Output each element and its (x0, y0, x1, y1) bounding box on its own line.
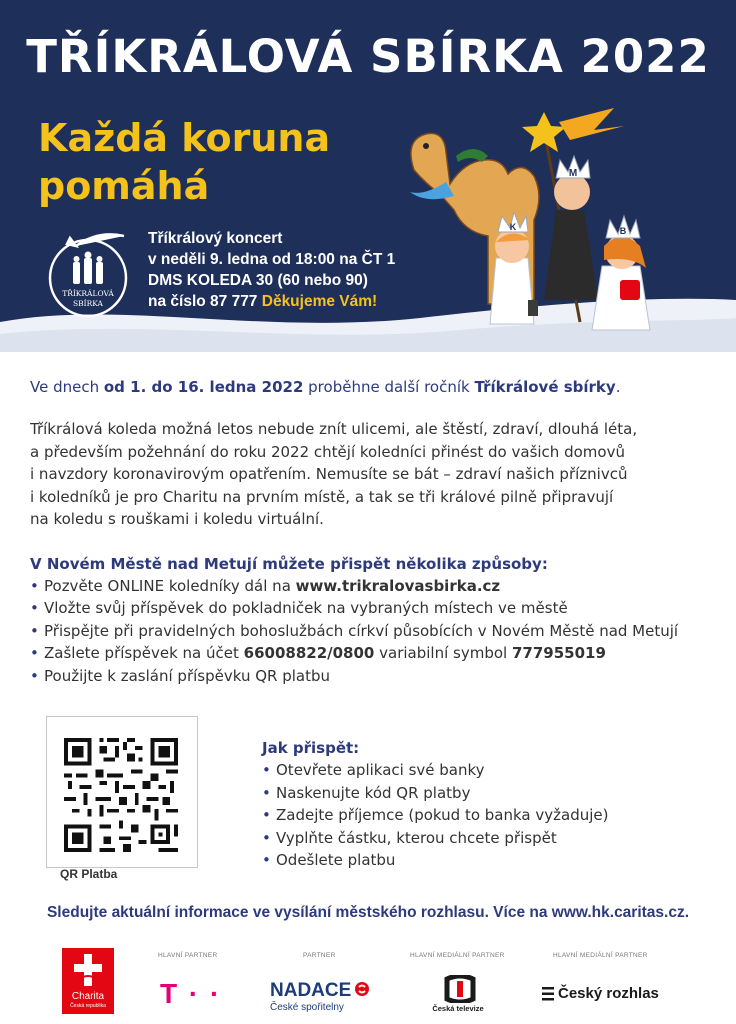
variable-symbol: 777955019 (511, 644, 606, 663)
ct-name: Česká televize (432, 1004, 484, 1013)
way-1-text: Pozvěte ONLINE koledníky dál na (44, 576, 296, 595)
king-b (592, 216, 650, 330)
slogan-line-2: pomáhá (38, 164, 210, 208)
star-icon (522, 112, 566, 152)
way-4-middle: variabilní symbol (374, 644, 512, 663)
trikralova-link[interactable]: www.trikralovasbirka.cz (295, 576, 501, 595)
main-content (30, 376, 720, 687)
charita-logo (62, 948, 114, 1014)
paragraph-line: a především požehnání do roku 2022 chtějí koledníci přinést do vašich domovů (30, 442, 625, 461)
concert-line-3: DMS KOLEDA 30 (60 nebo 90) (148, 272, 368, 289)
partner-label-main: HLAVNÍ PARTNER (158, 952, 218, 959)
slogan-line-1: Každá koruna (38, 116, 331, 160)
three-kings-illustration (384, 100, 694, 350)
description-paragraph (30, 418, 720, 531)
list-item: • Vyplňte částku, kterou chcete přispět (262, 827, 682, 850)
concert-thanks: Děkujeme Vám! (261, 293, 378, 310)
nadace-logo (270, 980, 370, 1002)
list-item: • Použijte k zaslání příspěvku QR platbu (30, 665, 720, 688)
partner-label: PARTNER (303, 952, 336, 959)
list-item: • Vložte svůj příspěvek do pokladniček na vybraných místech ve městě (30, 597, 720, 620)
concert-line-1: Tříkrálový koncert (148, 230, 283, 247)
paragraph-line: na koledu s rouškami i koledu virtuální. (30, 510, 324, 528)
concert-line-4 (148, 291, 418, 312)
qr-label: QR Platba (60, 867, 118, 881)
page-title: TŘÍKRÁLOVÁ SBÍRKA 2022 (26, 30, 710, 83)
concert-number: na číslo 87 777 (148, 293, 262, 310)
charita-cross-icon (72, 952, 104, 988)
ways-list (30, 575, 720, 688)
way-4-text: Zašlete příspěvek na účet (44, 644, 244, 663)
qr-code[interactable] (64, 738, 178, 852)
t-mobile-logo: T · · (160, 978, 222, 1009)
list-item: • Odešlete platbu (262, 849, 682, 872)
cesky-rozhlas-icon (542, 986, 554, 1002)
list-item: • Naskenujte kód QR platby (262, 782, 682, 805)
list-item: • Zadejte příjemce (pokud to banka vyžaduje) (262, 804, 682, 827)
cesky-rozhlas-logo: Český rozhlas (558, 985, 659, 1002)
steps-list (262, 759, 682, 872)
charita-sub: Česká republika (70, 1003, 106, 1009)
paragraph-line: Tříkrálová koleda možná letos nebude znít ulicemi, ale štěstí, zdraví, dlouhá léta, (30, 420, 638, 438)
paragraph-line: i koledníků je pro Charitu na prvním místě, a tak se tři králové pilně připravují (30, 487, 614, 506)
intro-suffix: . (615, 378, 621, 396)
crown-letter-b: B (619, 226, 627, 236)
steps-heading: Jak přispět: (262, 739, 360, 757)
slogan (38, 114, 368, 210)
list-item: • Otevřete aplikaci své banky (262, 759, 682, 782)
logo-text-line-1: TŘÍKRÁLOVÁ (62, 289, 114, 298)
nadace-text: NADACE (270, 980, 352, 1001)
intro-name: Tříkrálové sbírky (474, 378, 616, 396)
follow-info: Sledujte aktuální informace ve vysílání městského rozhlasu. Více na www.hk.caritas.cz. (46, 904, 690, 921)
crown-letter-m: M (568, 168, 578, 179)
header-banner (0, 0, 736, 352)
ceska-televize-icon (443, 975, 477, 1003)
bank-account: 66008822/0800 (243, 644, 375, 663)
paragraph-line: i navzdory koronavirovým opatřením. Nemusíte se bát – zdraví našich příznivců (30, 465, 628, 483)
intro-middle: proběhne další ročník (303, 378, 475, 396)
ways-heading: V Novém Městě nad Metují můžete přispět několika způsoby: (30, 554, 548, 573)
nadace-sub: České spořitelny (270, 1002, 344, 1013)
list-item (30, 642, 720, 665)
logo-text-line-2: SBÍRKA (73, 299, 103, 308)
intro-prefix: Ve dnech (30, 378, 104, 396)
charita-name: Charita (71, 991, 105, 1002)
intro-line (30, 376, 720, 398)
intro-dates: od 1. do 16. ledna 2022 (103, 378, 304, 396)
crown-letter-k: K (509, 222, 517, 232)
list-item: • Přispějte při pravidelných bohoslužbách církví působících v Novém Městě nad Metují (30, 620, 720, 643)
concert-info (148, 228, 418, 312)
concert-line-2: v neděli 9. ledna od 18:00 na ČT 1 (148, 251, 396, 268)
partner-label-media-2: HLAVNÍ MEDIÁLNÍ PARTNER (553, 952, 648, 959)
ceska-sporitelna-icon (354, 981, 370, 997)
list-item (30, 575, 720, 598)
partner-label-media-1: HLAVNÍ MEDIÁLNÍ PARTNER (410, 952, 505, 959)
trikralova-sbirka-logo (40, 226, 136, 322)
how-to-contribute (262, 737, 682, 872)
